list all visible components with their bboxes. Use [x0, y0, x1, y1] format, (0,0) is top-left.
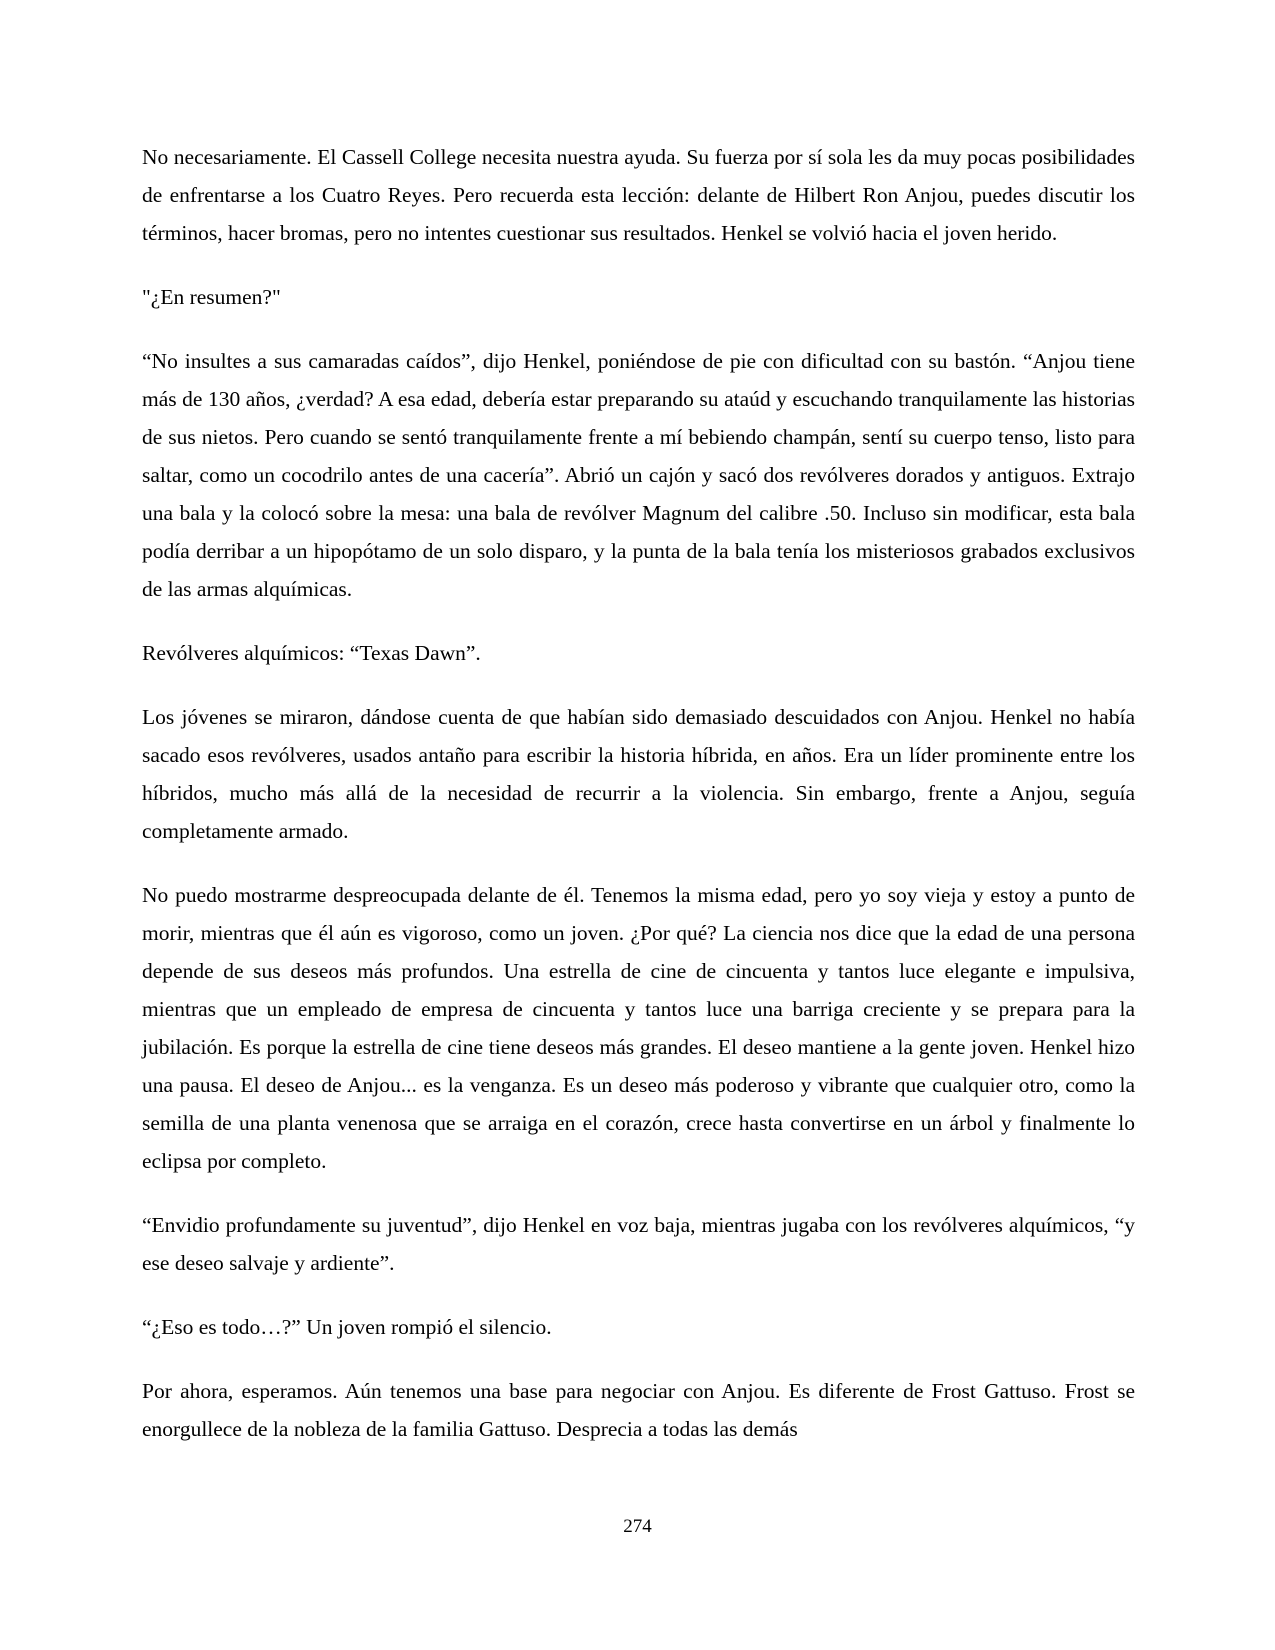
paragraph: Por ahora, esperamos. Aún tenemos una base para negociar con Anjou. Es diferente de Frost Gattuso. Frost se enorgullece de la nobleza de la familia Gattuso. Desprecia a todas las demás [142, 1379, 1135, 1441]
page-body [142, 138, 1135, 1448]
paragraph: “No insultes a sus camaradas caídos”, dijo Henkel, poniéndose de pie con dificultad con su bastón. “Anjou tiene más de 130 años, ¿verdad? A esa edad, debería estar preparando su ataúd y escuchando tranquilamente las historias de sus nietos. Pero cuando se sentó tranquilamente frente a mí bebiendo champán, sentí su cuerpo tenso, listo para saltar, como un cocodrilo antes de una cacería”. Abrió un cajón y sacó dos revólveres dorados y antiguos. Extrajo una bala y la colocó sobre la mesa: una bala de revólver Magnum del calibre .50. Incluso sin modificar, esta bala podía derribar a un hipopótamo de un solo disparo, y la punta de la bala tenía los misteriosos grabados exclusivos de las armas alquímicas. [142, 349, 1135, 601]
paragraph: “¿Eso es todo…?” Un joven rompió el silencio. [142, 1315, 552, 1339]
paragraph: “Envidio profundamente su juventud”, dijo Henkel en voz baja, mientras jugaba con los revólveres alquímicos, “y ese deseo salvaje y ardiente”. [142, 1213, 1135, 1275]
page-number: 274 [623, 1516, 652, 1537]
paragraph: No necesariamente. El Cassell College necesita nuestra ayuda. Su fuerza por sí sola les da muy pocas posibilidades de enfrentarse a los Cuatro Reyes. Pero recuerda esta lección: delante de Hilbert Ron Anjou, puedes discutir los términos, hacer bromas, pero no intentes cuestionar sus resultados. Henkel se volvió hacia el joven herido. [142, 145, 1135, 245]
paragraph: "¿En resumen?" [142, 285, 281, 309]
paragraph: Los jóvenes se miraron, dándose cuenta de que habían sido demasiado descuidados con Anjou. Henkel no había sacado esos revólveres, usados antaño para escribir la historia híbrida, en años. Era un líder prominente entre los híbridos, mucho más allá de la necesidad de recurrir a la violencia. Sin embargo, frente a Anjou, seguía completamente armado. [142, 705, 1135, 843]
paragraph: Revólveres alquímicos: “Texas Dawn”. [142, 641, 481, 665]
paragraph: No puedo mostrarme despreocupada delante de él. Tenemos la misma edad, pero yo soy vieja y estoy a punto de morir, mientras que él aún es vigoroso, como un joven. ¿Por qué? La ciencia nos dice que la edad de una persona depende de sus deseos más profundos. Una estrella de cine de cincuenta y tantos luce elegante e impulsiva, mientras que un empleado de empresa de cincuenta y tantos luce una barriga creciente y se prepara para la jubilación. Es porque la estrella de cine tiene deseos más grandes. El deseo mantiene a la gente joven. Henkel hizo una pausa. El deseo de Anjou... es la venganza. Es un deseo más poderoso y vibrante que cualquier otro, como la semilla de una planta venenosa que se arraiga en el corazón, crece hasta convertirse en un árbol y finalmente lo eclipsa por completo. [142, 883, 1135, 1173]
